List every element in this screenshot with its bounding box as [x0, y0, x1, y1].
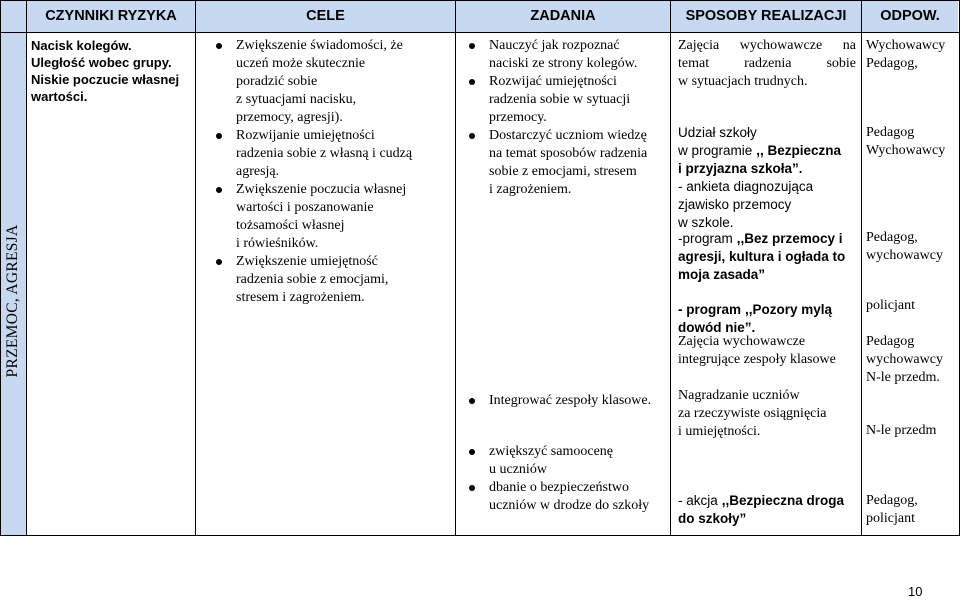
word: temat: [678, 56, 710, 71]
method-bold: ,, Bezpieczna: [756, 143, 842, 158]
method-udzial: [678, 124, 858, 178]
task-line: dbanie o bezpieczeństwo: [489, 480, 629, 495]
goal-line: i rówieśników.: [236, 236, 319, 251]
method-bold: moja zasada”: [678, 267, 766, 282]
risk-factor: Niskie poczucie własnej: [31, 72, 180, 87]
method-line: w sytuacjach trudnych.: [678, 74, 808, 89]
header-risk-factors: CZYNNIKI RYZYKA: [27, 0, 195, 32]
goal-line: Rozwijanie umiejętności: [236, 128, 375, 143]
header-tasks: ZADANIA: [456, 0, 670, 32]
method-bold: dowód nie”.: [678, 320, 756, 335]
task-item: [489, 127, 647, 199]
method-line: integrujące zespoły klasowe: [678, 352, 836, 367]
method-nagr: [678, 387, 826, 441]
task-item: [489, 37, 637, 73]
resp-line: Pedagog: [866, 334, 915, 349]
task-line: Rozwijać umiejętności: [489, 74, 617, 89]
method-line: i umiejętności.: [678, 424, 761, 439]
divider-5: [861, 0, 862, 536]
task-line: naciski ze strony kolegów.: [489, 56, 638, 71]
risk-factor: Nacisk kolegów.: [31, 38, 132, 53]
goal-line: tożsamości własnej: [236, 218, 345, 233]
goal-line: agresją.: [236, 164, 280, 179]
method-line: zjawisko przemocy: [678, 197, 792, 212]
word: wychowawcze: [739, 38, 823, 53]
divider-1: [26, 0, 27, 536]
divider-3: [455, 0, 456, 536]
page-number: 10: [908, 584, 923, 599]
task-line: przemocy.: [489, 110, 547, 125]
divider-2: [195, 0, 196, 536]
goal-item: [236, 37, 403, 127]
method-text: w programie: [678, 143, 753, 158]
task-item: [489, 479, 649, 515]
header-goals: CELE: [196, 0, 455, 32]
header-responsible: ODPOW.: [862, 0, 958, 32]
method-bold: do szkoły”: [678, 511, 747, 526]
risk-factors: [31, 37, 191, 105]
task-line: Nauczyć jak rozpoznać: [489, 38, 620, 53]
resp-line: Wychowawcy: [866, 38, 946, 53]
goal-line: wartości i poszanowanie: [236, 200, 374, 215]
resp-line: wychowawcy: [866, 248, 943, 263]
resp-line: N-le przedm.: [866, 370, 940, 385]
goal-item: [236, 181, 406, 253]
task-line: Dostarczyć uczniom wiedzę: [489, 128, 647, 143]
resp-line: Wychowawcy: [866, 143, 946, 158]
method-line: [678, 55, 856, 73]
side-label: PRZEMOC, AGRESJA: [4, 224, 21, 378]
goal-line: uczeń może skutecznie: [236, 56, 366, 71]
word: sobie: [826, 56, 856, 71]
method-akcja: [678, 492, 844, 528]
resp-6: [866, 422, 936, 440]
method-bold: ,,Pozory mylą: [745, 302, 833, 317]
task-line: Integrować zespoły klasowe.: [489, 393, 652, 408]
header-methods: SPOSOBY REALIZACJI: [671, 0, 861, 32]
divider-4: [670, 0, 671, 536]
goal-item: [236, 127, 412, 181]
resp-line: N-le przedm: [866, 423, 937, 438]
goal-item: [236, 253, 388, 307]
resp-line: wychowawcy: [866, 352, 943, 367]
method-text: - akcja: [678, 493, 718, 508]
method-bold: i przyjazna szkoła”.: [678, 161, 803, 176]
resp-line: Pedagog,: [866, 493, 918, 508]
method-ankieta: [678, 178, 813, 232]
resp-1: [866, 37, 945, 73]
goal-line: radzenia sobie z emocjami,: [236, 272, 389, 287]
side-label-cell: [0, 33, 26, 535]
task-item: [489, 392, 651, 410]
goal-line: przemocy, agresji).: [236, 110, 343, 125]
method-bold: - program: [678, 302, 742, 317]
goal-line: z sytuacjami nacisku,: [236, 92, 357, 107]
task-line: na temat sposobów radzenia: [489, 146, 648, 161]
resp-4: [866, 297, 915, 315]
header-corner: [1, 0, 27, 32]
method-text: -program: [678, 231, 733, 246]
method-bold: ,,Bez przemocy i: [736, 231, 843, 246]
goal-line: Zwiększenie umiejętność: [236, 254, 378, 269]
method-zajecia: [678, 37, 856, 91]
goal-line: Zwiększenie świadomości, że: [236, 38, 403, 53]
method-line: w szkole.: [678, 215, 734, 230]
task-item: [489, 73, 630, 127]
task-line: radzenia sobie w sytuacji: [489, 92, 631, 107]
word: na: [842, 38, 856, 53]
resp-line: policjant: [866, 298, 915, 313]
method-bold: ,,Bezpieczna droga: [721, 493, 845, 508]
resp-3: [866, 229, 943, 265]
method-integr: [678, 333, 836, 369]
method-line: - ankieta diagnozująca: [678, 179, 814, 194]
resp-line: Pedagog,: [866, 230, 918, 245]
method-line: Zajęcia wychowawcze: [678, 334, 806, 349]
task-item: [489, 443, 613, 479]
task-line: uczniów w drodze do szkoły: [489, 498, 650, 513]
method-bold: agresji, kultura i ogłada to: [678, 249, 846, 264]
method-line: za rzeczywiste osiągnięcia: [678, 406, 827, 421]
goal-line: Zwiększenie poczucia własnej: [236, 182, 407, 197]
border-bottom: [0, 535, 960, 536]
task-line: sobie z emocjami, stresem: [489, 164, 637, 179]
goal-line: radzenia sobie z własną i cudzą: [236, 146, 413, 161]
method-program-2: [678, 301, 832, 337]
word: Zajęcia: [678, 38, 720, 53]
resp-7: [866, 492, 918, 528]
method-program-1: [678, 230, 845, 284]
border-header: [0, 32, 960, 33]
resp-5: [866, 333, 943, 387]
resp-line: policjant: [866, 511, 915, 526]
task-line: i zagrożeniem.: [489, 182, 572, 197]
method-line: [678, 37, 856, 55]
border-left: [0, 0, 1, 536]
border-top: [0, 0, 960, 1]
goal-line: stresem i zagrożeniem.: [236, 290, 365, 305]
task-line: u uczniów: [489, 462, 547, 477]
risk-factor: Uległość wobec grupy.: [31, 55, 172, 70]
word: radzenia: [744, 56, 792, 71]
task-line: zwiększyć samoocenę: [489, 444, 613, 459]
resp-line: Pedagog,: [866, 56, 918, 71]
goal-line: poradzić sobie: [236, 74, 318, 89]
resp-2: [866, 124, 945, 160]
resp-line: Pedagog: [866, 125, 915, 140]
method-line: Udział szkoły: [678, 125, 757, 140]
risk-factor: wartości.: [31, 89, 88, 104]
method-line: Nagradzanie uczniów: [678, 388, 800, 403]
